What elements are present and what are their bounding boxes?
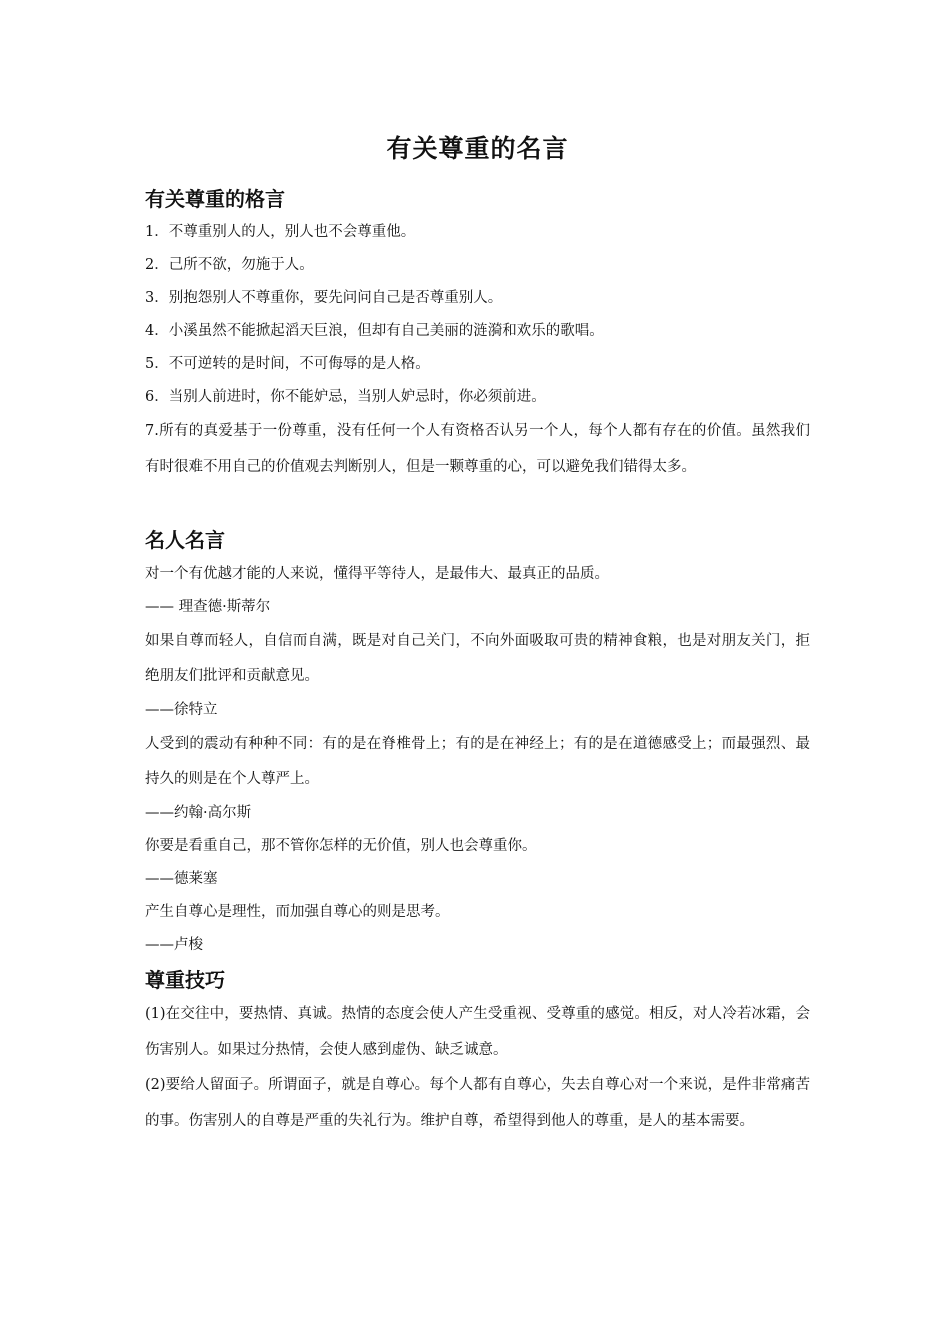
- quote-text-1: 对一个有优越才能的人来说，懂得平等待人，是最伟大、最真正的品质。: [145, 566, 609, 582]
- motto-item-6: 6．当别人前进时，你不能妒忌，当别人妒忌时，你必须前进。: [145, 389, 546, 405]
- quote-author-1: —— 理查德·斯蒂尔: [145, 599, 271, 615]
- section-heading-mottos: 有关尊重的格言: [145, 187, 285, 211]
- motto-item-1: 1．不尊重别人的人，别人也不会尊重他。: [145, 224, 416, 240]
- quote-text-4: 你要是看重自己，那不管你怎样的无价值，别人也会尊重你。: [145, 838, 537, 854]
- motto-item-4: 4．小溪虽然不能掀起滔天巨浪，但却有自己美丽的涟漪和欢乐的歌唱。: [145, 323, 604, 339]
- quote-author-4: ——德莱塞: [145, 871, 218, 887]
- quote-author-3: ——约翰·高尔斯: [145, 805, 252, 821]
- quote-author-5: ——卢梭: [145, 937, 203, 953]
- section-heading-famous-quotes: 名人名言: [145, 528, 225, 552]
- skill-item-2: (2)要给人留面子。所谓面子，就是自尊心。每个人都有自尊心，失去自尊心对一个来说，是件非常痛苦的事。伤害别人的自尊是严重的失礼行为。维护自尊，希望得到他人的尊重，是人的基本需要。: [145, 1077, 810, 1129]
- motto-item-5: 5．不可逆转的是时间，不可侮辱的是人格。: [145, 356, 430, 372]
- document-title: 有关尊重的名言: [386, 134, 569, 163]
- motto-item-7: 7.所有的真爱基于一份尊重，没有任何一个人有资格否认另一个人，每个人都有存在的价值。虽然我们有时很难不用自己的价值观去判断别人，但是一颗尊重的心，可以避免我们错得太多。: [145, 423, 810, 475]
- skill-item-1: (1)在交往中，要热情、真诚。热情的态度会使人产生受重视、受尊重的感觉。相反，对人冷若冰霜，会伤害别人。如果过分热情，会使人感到虚伪、缺乏诚意。: [145, 1006, 810, 1058]
- motto-item-2: 2．己所不欲，勿施于人。: [145, 257, 314, 273]
- quote-text-3: 人受到的震动有种种不同：有的是在脊椎骨上；有的是在神经上；有的是在道德感受上；而最强烈、最持久的则是在个人尊严上。: [145, 736, 810, 787]
- quote-text-5: 产生自尊心是理性，而加强自尊心的则是思考。: [145, 904, 450, 920]
- document-body: [145, 132, 810, 1139]
- section-heading-skills: 尊重技巧: [145, 968, 225, 992]
- quote-text-2: 如果自尊而轻人，自信而自满，既是对自己关门，不向外面吸取可贵的精神食粮，也是对朋友关门，拒绝朋友们批评和贡献意见。: [145, 633, 810, 684]
- motto-item-3: 3．别抱怨别人不尊重你，要先问问自己是否尊重别人。: [145, 290, 503, 306]
- quote-author-2: ——徐特立: [145, 702, 218, 718]
